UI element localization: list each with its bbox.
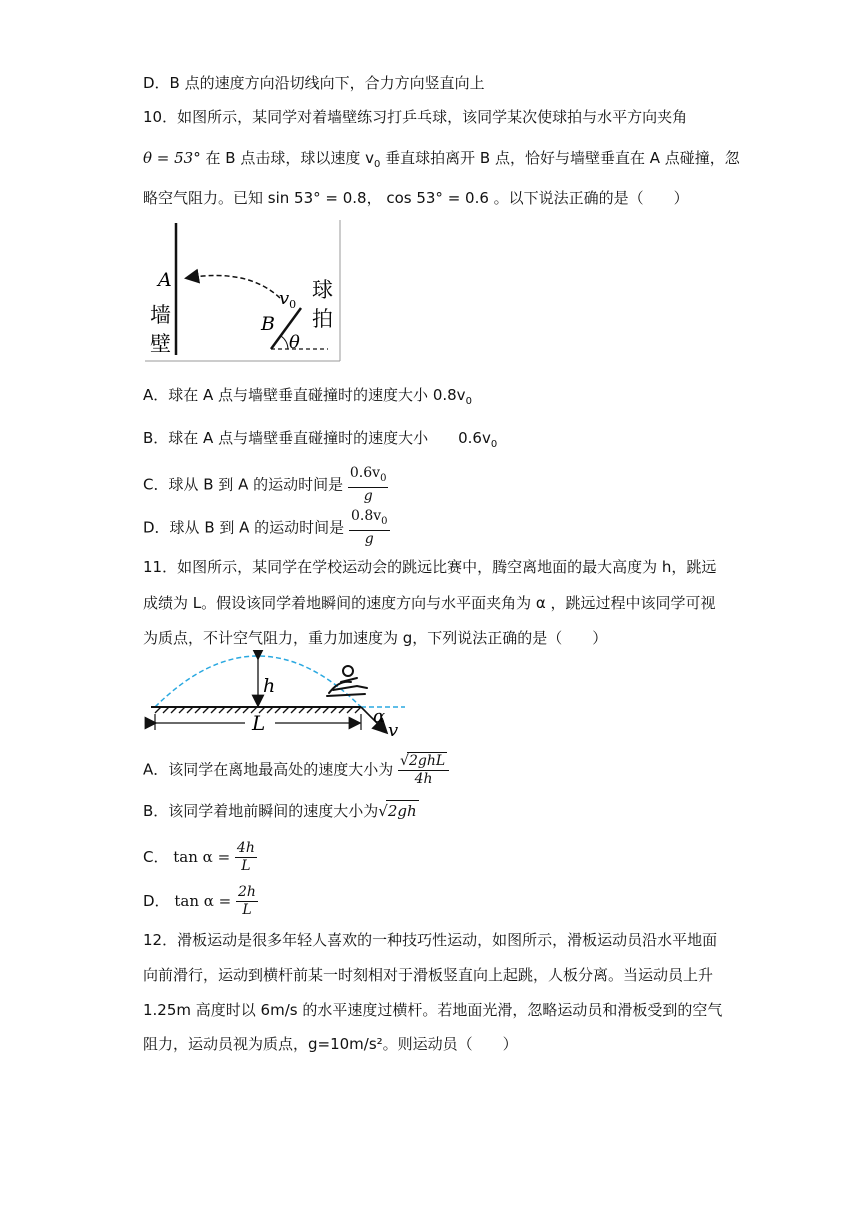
q10-label-bat-2: 拍	[312, 307, 333, 331]
q10-label-bat-1: 球	[312, 278, 333, 302]
q11-label-alpha: α	[373, 706, 386, 727]
q10-option-c-fraction: $\frac{0.6v_0}{g}$	[349, 465, 387, 504]
q10-label-theta: θ	[289, 332, 300, 353]
q11-option-a: A．该同学在离地最高处的速度大小为 $\frac{\text{√2ghL}}{4h}$	[143, 752, 449, 788]
q12-stem-line3: 1.25m 高度时以 6m/s 的水平速度过横杆。若地面光滑，忽略运动员和滑板受到的空气	[143, 1001, 723, 1019]
q11-option-a-fraction: $\frac{\text{√2ghL}}{4h}$	[398, 752, 449, 788]
q10-v0-sub: 0	[373, 159, 381, 170]
q10-trajectory	[187, 276, 280, 299]
q10-stem2-mid: 在 B 点击球，球以速度 v	[200, 149, 374, 167]
q11-stem-line3: 为质点，不计空气阻力，重力加速度为 g，下列说法正确的是（ ）	[143, 629, 608, 647]
q10-stem-line1: 10．如图所示，某同学对着墙壁练习打乒乓球，该同学某次使球拍与水平方向夹角	[143, 108, 688, 126]
q11-label-h: h	[263, 675, 276, 697]
q10-label-v0: $v_0$	[279, 288, 297, 311]
q10-theta-eq: θ = 53°	[143, 149, 201, 167]
q10-option-b: B．球在 A 点与墙壁垂直碰撞时的速度大小 $0.6v_0$	[143, 429, 498, 450]
q10-option-d: D．球从 B 到 A 的运动时间是 $\frac{0.8v_0}{g}$	[143, 508, 388, 547]
q10-angle-arc	[281, 336, 288, 349]
q11-label-l: L	[252, 711, 266, 735]
q11-stem-line1: 11．如图所示，某同学在学校运动会的跳远比赛中，腾空离地面的最大高度为 h，跳远	[143, 558, 717, 576]
q10-label-wall-2: 壁	[150, 332, 171, 356]
q12-stem-line2: 向前滑行，运动到横杆前某一时刻相对于滑板竖直向上起跳，人板分离。当运动员上升	[143, 966, 714, 984]
q11-option-d: D． tan α = $\frac{2h}{L}$	[143, 884, 256, 918]
q11-option-d-fraction: $\frac{2h}{L}$	[238, 884, 256, 918]
q10-label-wall-1: 墙	[150, 303, 171, 327]
q10-option-a: A．球在 A 点与墙壁垂直碰撞时的速度大小 $0.8v_0$	[143, 386, 472, 407]
q10-stem2-end: 垂直球拍离开 B 点，恰好与墙壁垂直在 A 点碰撞，忽	[380, 149, 740, 167]
q11-option-b: B．该同学着地前瞬间的速度大小为√2gh	[143, 802, 417, 820]
q11-jumper-icon	[327, 666, 367, 696]
q10-label-a: A	[158, 269, 172, 291]
q11-option-c-fraction: $\frac{4h}{L}$	[236, 840, 255, 874]
q10-stem-line3: 略空气阻力。已知 sin 53° = 0.8， cos 53° = 0.6 。以下说法正确的是（ ）	[143, 189, 689, 207]
q10-stem-line2	[143, 148, 740, 175]
q11-figure	[143, 650, 418, 742]
q12-stem-line4: 阻力，运动员视为质点，g=10m/s²。则运动员（ ）	[143, 1035, 518, 1053]
q10-label-b: B	[261, 313, 275, 335]
q11-stem-line2: 成绩为 L。假设该同学着地瞬间的速度方向与水平面夹角为 α ，跳远过程中该同学可视	[143, 594, 716, 612]
q12-stem-line1: 12．滑板运动是很多年轻人喜欢的一种技巧性运动，如图所示，滑板运动员沿水平地面	[143, 931, 718, 949]
q10-figure	[143, 218, 343, 363]
q11-option-c: C． tan α = $\frac{4h}{L}$	[143, 840, 255, 874]
q10-option-d-fraction: $\frac{0.8v_0}{g}$	[350, 508, 388, 547]
q11-label-v: v	[388, 720, 399, 741]
q9-option-d: D．B 点的速度方向沿切线向下，合力方向竖直向上	[143, 74, 485, 92]
q10-option-c: C．球从 B 到 A 的运动时间是 $\frac{0.6v_0}{g}$	[143, 465, 387, 504]
